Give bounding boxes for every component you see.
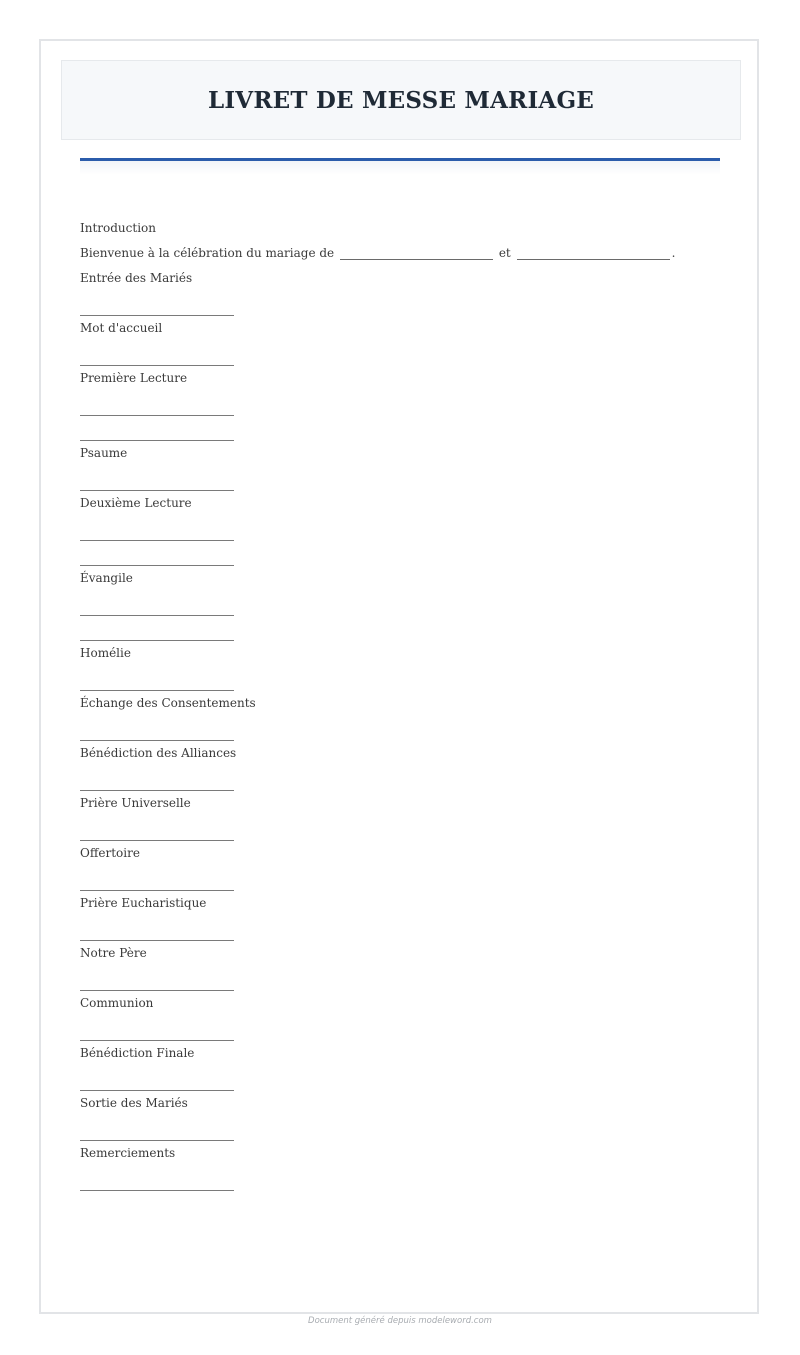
blank-line	[80, 291, 720, 316]
section-label: Notre Père	[80, 946, 147, 960]
blank-line	[80, 341, 720, 366]
blank-line	[80, 391, 720, 416]
section-label: Sortie des Mariés	[80, 1096, 188, 1110]
blank-line	[80, 416, 720, 441]
footer-credit: Document généré depuis modeleword.com	[308, 1316, 492, 1326]
welcome-suffix: .	[671, 246, 676, 260]
blank-line	[80, 591, 720, 616]
welcome-conjunction: et	[498, 246, 511, 260]
title-banner	[61, 60, 741, 140]
section-label: Communion	[80, 996, 154, 1010]
section-label: Entrée des Mariés	[80, 271, 193, 285]
section-label: Première Lecture	[80, 371, 188, 385]
blank-line	[80, 816, 720, 841]
section-label: Échange des Consentements	[80, 696, 256, 710]
intro-heading: Introduction	[80, 221, 156, 235]
blank-line	[80, 1066, 720, 1091]
blank-line	[80, 1116, 720, 1141]
page-title: LIVRET DE MESSE MARIAGE	[207, 86, 595, 114]
section-label: Deuxième Lecture	[80, 496, 192, 510]
blank-line	[80, 916, 720, 941]
section-label: Offertoire	[80, 846, 140, 860]
blank-line	[80, 541, 720, 566]
blank-line	[80, 666, 720, 691]
welcome-line	[80, 241, 720, 266]
blank-line	[80, 966, 720, 991]
program-sections	[80, 266, 720, 1191]
spouse-2-blank	[517, 244, 670, 260]
blank-line	[80, 866, 720, 891]
section-label: Remerciements	[80, 1146, 176, 1160]
title-divider-shadow	[80, 161, 720, 175]
section-label: Bénédiction Finale	[80, 1046, 195, 1060]
section-label: Prière Eucharistique	[80, 896, 207, 910]
section-label: Homélie	[80, 646, 131, 660]
blank-line	[80, 1166, 720, 1191]
blank-line	[80, 1016, 720, 1041]
blank-line	[80, 766, 720, 791]
welcome-prefix: Bienvenue à la célébration du mariage de	[80, 246, 335, 260]
section-label: Psaume	[80, 446, 128, 460]
blank-line	[80, 516, 720, 541]
section-label: Évangile	[80, 571, 133, 585]
document-page	[39, 39, 759, 1314]
section-label: Prière Universelle	[80, 796, 191, 810]
blank-line	[80, 466, 720, 491]
section-label: Mot d'accueil	[80, 321, 163, 335]
document-body	[80, 216, 720, 1191]
spouse-1-blank	[340, 244, 493, 260]
blank-line	[80, 616, 720, 641]
section-label: Bénédiction des Alliances	[80, 746, 237, 760]
blank-line	[80, 716, 720, 741]
